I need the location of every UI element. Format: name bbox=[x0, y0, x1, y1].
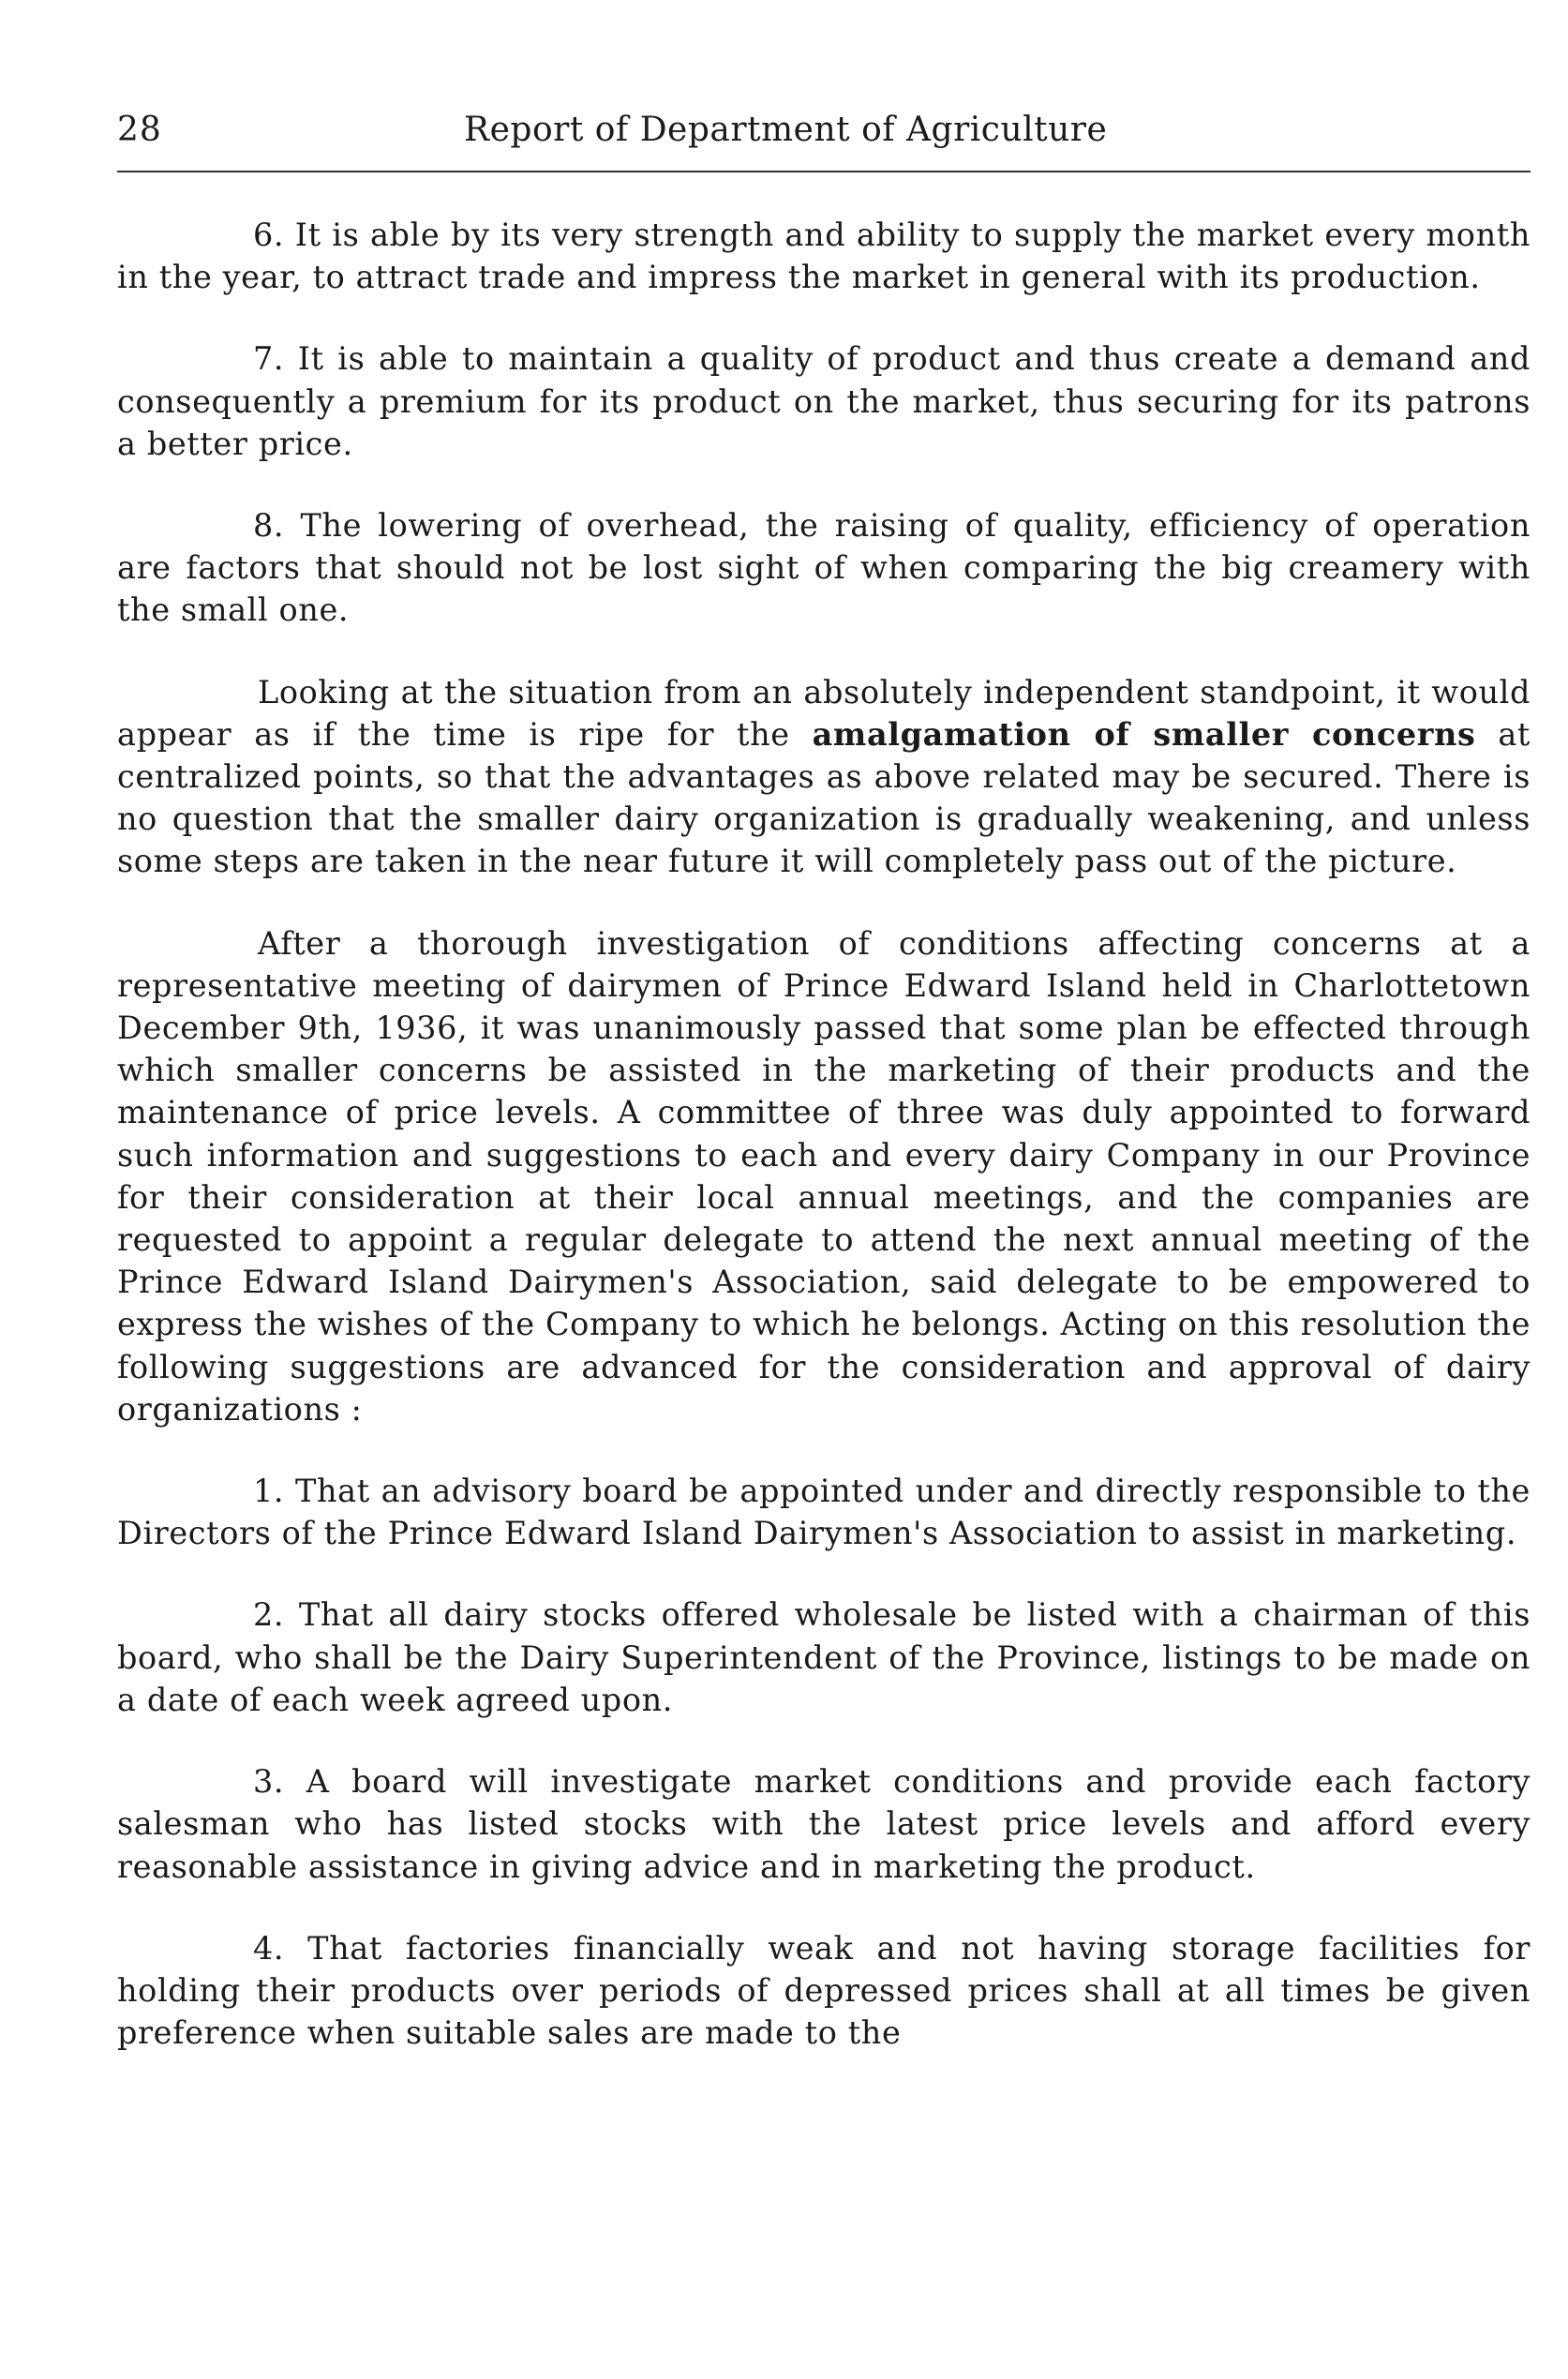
header-rule bbox=[117, 171, 1531, 172]
suggestion-1: 1. That an advisory board be appointed under and directly responsible to the Directors of the Prince Edward Island Dairymen's Association to assist in marketing. bbox=[117, 1473, 1531, 1552]
numbered-point-8: 8. The lowering of overhead, the raising of quality, efficiency of operation are factors that should not be lost sight of when comparing the big creamery with the small one. bbox=[117, 507, 1531, 629]
suggestion-2: 2. That all dairy stocks offered wholesale be listed with a chairman of this board, who shall be the Dairy Superintendent of the Province, listings to be made on a date of each week agreed upon. bbox=[117, 1596, 1531, 1718]
suggestion-4: 4. That factories financially weak and not having storage facilities for holding their products over periods of depressed prices shall at all times be given preference when suitable sales are made to the bbox=[117, 1929, 1531, 2052]
numbered-point-7: 7. It is able to maintain a quality of product and thus create a demand and consequently a premium for its product on the market, thus securing for its patrons a better price. bbox=[117, 340, 1531, 462]
paragraph-investigation: After a thorough investigation of conditions affecting concerns at a representative meeting of dairymen of Prince Edward Island held in Charlottetown December 9th, 1936, it was unanimously passed that some plan be effected through which smaller concerns be assisted in the marketing of their products and the maintenance of price levels. A committee of three was duly appointed to forward such information and suggestions to each and every dairy Company in our Province for their consideration at their local annual meetings, and the companies are requested to appoint a regular delegate to attend the next annual meeting of the Prince Edward Island Dairymen's Association, said delegate to be empowered to express the wishes of the Company to which he belongs. Acting on this resolution the following suggestions are advanced for the consideration and approval of dairy organizations : bbox=[117, 924, 1531, 1428]
page-number: 28 bbox=[117, 111, 162, 149]
running-head: Report of Department of Agriculture bbox=[464, 111, 1108, 149]
body-text bbox=[117, 214, 1531, 2093]
page-header bbox=[117, 111, 1532, 157]
suggestion-3: 3. A board will investigate market conditions and provide each factory salesman who has listed stocks with the latest price levels and afford every reasonable assistance in giving advice and in marketing the product. bbox=[117, 1763, 1531, 1885]
paragraph-text: Looking at the situation from an absolutely independent standpoint, it would appear as if the time is ripe for the bbox=[117, 673, 1531, 753]
paragraph-text: at centralized points, so that the advantages as above related may be secured. There is no question that the smaller dairy organization is gradually weakening, and unless some steps are taken in the near future it will completely pass out of the picture. bbox=[117, 715, 1531, 880]
emphasis-text: amalgamation of smaller concerns bbox=[812, 715, 1476, 753]
numbered-point-6: 6. It is able by its very strength and ability to supply the market every month in the year, to attract trade and impress the market in general with its production. bbox=[117, 217, 1531, 296]
paragraph-amalgamation bbox=[117, 671, 1531, 883]
